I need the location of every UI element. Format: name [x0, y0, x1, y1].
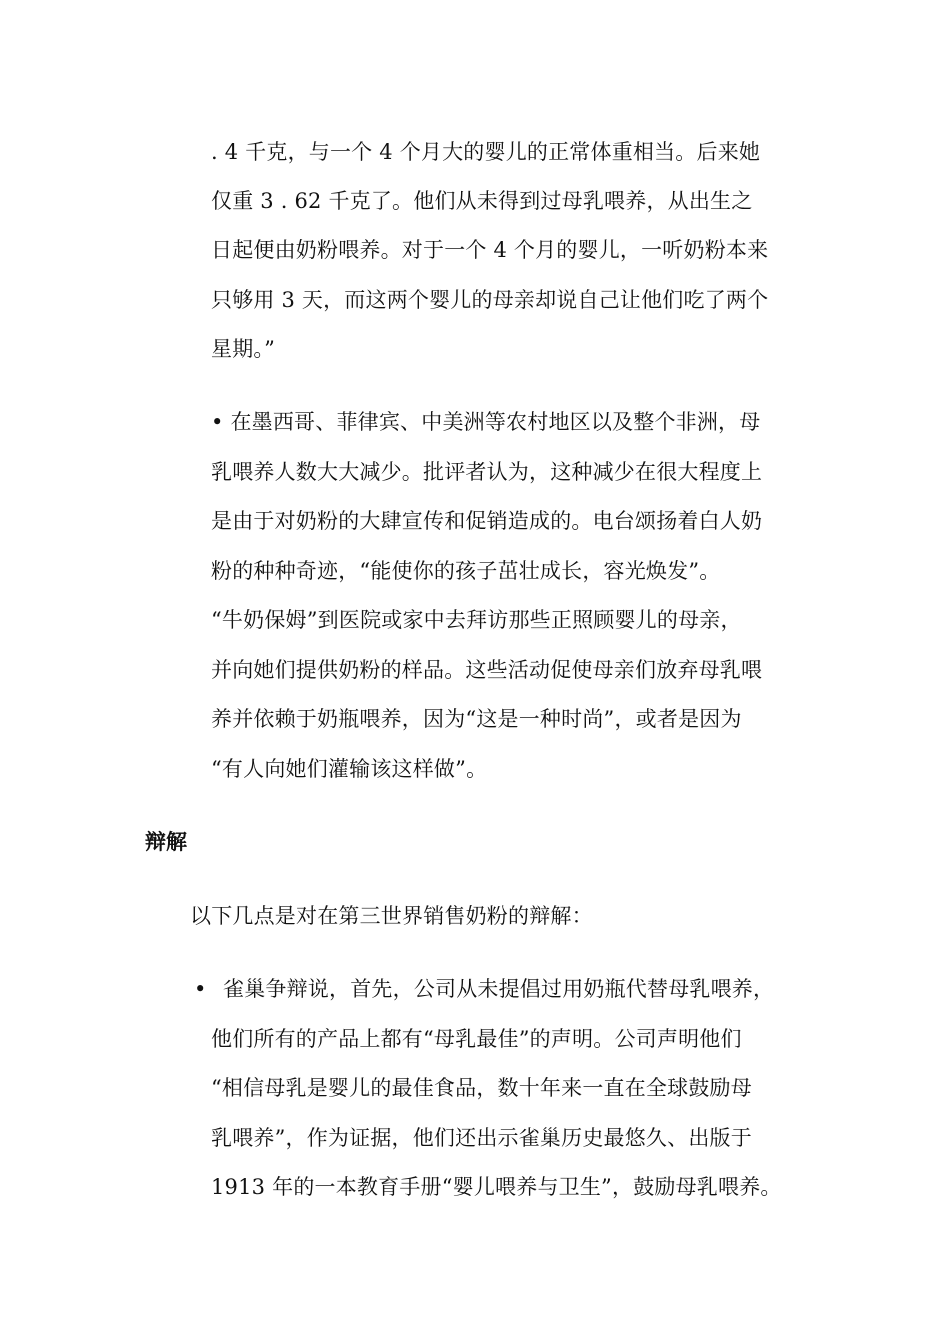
paragraph-line: 1913 年的一本教育手册“婴儿喂养与卫生”，鼓励母乳喂养。 [211, 1175, 782, 1199]
paragraph-line: “有人向她们灌输该这样做”。 [211, 757, 488, 781]
section-heading: 辩解 [145, 830, 187, 854]
paragraph-line: 仅重 3 . 62 千克了。他们从未得到过母乳喂养，从出生之 [211, 189, 753, 213]
bullet-paragraph-line: • 在墨西哥、菲律宾、中美洲等农村地区以及整个非洲，母 [211, 410, 761, 434]
paragraph-line: “相信母乳是婴儿的最佳食品，数十年来一直在全球鼓励母 [211, 1076, 752, 1100]
paragraph-line: 日起便由奶粉喂养。对于一个 4 个月的婴儿，一听奶粉本来 [211, 238, 769, 262]
paragraph-line: “牛奶保姆”到医院或家中去拜访那些正照顾婴儿的母亲， [211, 608, 742, 632]
paragraph-line: 乳喂养人数大大减少。批评者认为，这种减少在很大程度上 [211, 460, 763, 484]
paragraph-line: 只够用 3 天，而这两个婴儿的母亲却说自己让他们吃了两个 [211, 288, 769, 312]
bullet-paragraph-line: 雀巢争辩说，首先，公司从未提倡过用奶瓶代替母乳喂养， [223, 977, 775, 1001]
bullet-mark: • [194, 977, 207, 1001]
paragraph-line: . 4 千克，与一个 4 个月大的婴儿的正常体重相当。后来她 [211, 140, 761, 164]
paragraph-line: 粉的种种奇迹，“能使你的孩子茁壮成长，容光焕发”。 [211, 559, 721, 583]
paragraph-line: 星期。” [211, 337, 276, 361]
paragraph-line: 并向她们提供奶粉的样品。这些活动促使母亲们放弃母乳喂 [211, 658, 763, 682]
paragraph-line: 是由于对奶粉的大肆宣传和促销造成的。电台颂扬着白人奶 [211, 509, 763, 533]
paragraph-line: 他们所有的产品上都有“母乳最佳”的声明。公司声明他们 [211, 1027, 742, 1051]
paragraph-line: 养并依赖于奶瓶喂养，因为“这是一种时尚”，或者是因为 [211, 707, 742, 731]
intro-line: 以下几点是对在第三世界销售奶粉的辩解： [190, 904, 593, 928]
paragraph-line: 乳喂养”，作为证据，他们还出示雀巢历史最悠久、出版于 [211, 1126, 752, 1150]
